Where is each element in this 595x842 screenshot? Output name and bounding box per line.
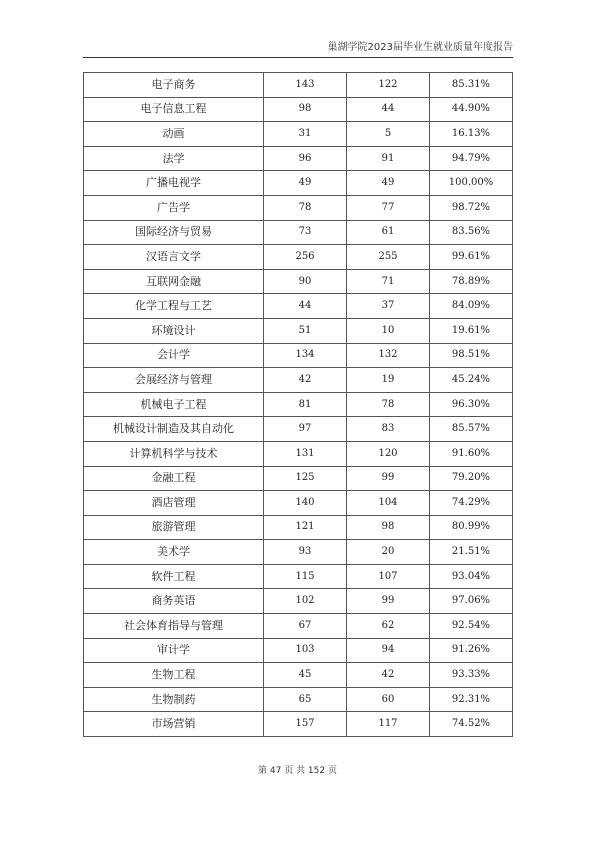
employment-rate-cell: 98.72% — [430, 195, 513, 220]
major-name-cell: 社会体育指导与管理 — [84, 614, 264, 639]
table-row — [84, 269, 513, 294]
major-name-cell: 广播电视学 — [84, 171, 264, 196]
major-name-cell: 广告学 — [84, 195, 264, 220]
table-row — [84, 515, 513, 540]
employment-rate-cell: 19.61% — [430, 318, 513, 343]
major-name-cell: 审计学 — [84, 638, 264, 663]
employed-count-cell: 44 — [347, 97, 430, 122]
table-row — [84, 491, 513, 516]
graduates-count-cell: 97 — [264, 417, 347, 442]
table-row — [84, 245, 513, 270]
major-name-cell: 法学 — [84, 146, 264, 171]
employed-count-cell: 120 — [347, 441, 430, 466]
page-number: 第 47 页 共 152 页 — [258, 766, 337, 776]
employed-count-cell: 99 — [347, 466, 430, 491]
table-row — [84, 687, 513, 712]
major-name-cell: 化学工程与工艺 — [84, 294, 264, 319]
employed-count-cell: 37 — [347, 294, 430, 319]
major-name-cell: 电子商务 — [84, 73, 264, 98]
employment-rate-table — [83, 72, 513, 737]
major-name-cell: 软件工程 — [84, 564, 264, 589]
table-row — [84, 638, 513, 663]
graduates-count-cell: 143 — [264, 73, 347, 98]
employment-rate-cell: 99.61% — [430, 245, 513, 270]
graduates-count-cell: 42 — [264, 368, 347, 393]
graduates-count-cell: 65 — [264, 687, 347, 712]
employed-count-cell: 94 — [347, 638, 430, 663]
table-row — [84, 146, 513, 171]
employed-count-cell: 99 — [347, 589, 430, 614]
employed-count-cell: 78 — [347, 392, 430, 417]
table-row — [84, 220, 513, 245]
table-row — [84, 392, 513, 417]
graduates-count-cell: 125 — [264, 466, 347, 491]
employed-count-cell: 98 — [347, 515, 430, 540]
employed-count-cell: 49 — [347, 171, 430, 196]
table-row — [84, 417, 513, 442]
employed-count-cell: 42 — [347, 663, 430, 688]
graduates-count-cell: 90 — [264, 269, 347, 294]
employment-rate-cell: 74.52% — [430, 712, 513, 737]
employed-count-cell: 122 — [347, 73, 430, 98]
employment-rate-cell: 91.60% — [430, 441, 513, 466]
employed-count-cell: 117 — [347, 712, 430, 737]
major-name-cell: 酒店管理 — [84, 491, 264, 516]
employment-rate-cell: 92.31% — [430, 687, 513, 712]
employed-count-cell: 77 — [347, 195, 430, 220]
employment-rate-cell: 16.13% — [430, 122, 513, 147]
graduates-count-cell: 44 — [264, 294, 347, 319]
table-row — [84, 712, 513, 737]
major-name-cell: 会计学 — [84, 343, 264, 368]
graduates-count-cell: 73 — [264, 220, 347, 245]
employed-count-cell: 19 — [347, 368, 430, 393]
employed-count-cell: 91 — [347, 146, 430, 171]
employed-count-cell: 71 — [347, 269, 430, 294]
table-row — [84, 663, 513, 688]
employment-rate-cell: 45.24% — [430, 368, 513, 393]
major-name-cell: 电子信息工程 — [84, 97, 264, 122]
graduates-count-cell: 45 — [264, 663, 347, 688]
major-name-cell: 市场营销 — [84, 712, 264, 737]
graduates-count-cell: 103 — [264, 638, 347, 663]
graduates-count-cell: 67 — [264, 614, 347, 639]
employment-rate-cell: 84.09% — [430, 294, 513, 319]
employed-count-cell: 107 — [347, 564, 430, 589]
graduates-count-cell: 93 — [264, 540, 347, 565]
table-row — [84, 589, 513, 614]
employment-rate-cell: 94.79% — [430, 146, 513, 171]
employment-rate-cell: 85.31% — [430, 73, 513, 98]
employment-rate-cell: 97.06% — [430, 589, 513, 614]
graduates-count-cell: 81 — [264, 392, 347, 417]
employed-count-cell: 20 — [347, 540, 430, 565]
major-name-cell: 生物制药 — [84, 687, 264, 712]
table-row — [84, 466, 513, 491]
major-name-cell: 美术学 — [84, 540, 264, 565]
table-row — [84, 614, 513, 639]
employment-rate-cell: 96.30% — [430, 392, 513, 417]
major-name-cell: 旅游管理 — [84, 515, 264, 540]
graduates-count-cell: 121 — [264, 515, 347, 540]
employed-count-cell: 61 — [347, 220, 430, 245]
employed-count-cell: 60 — [347, 687, 430, 712]
graduates-count-cell: 131 — [264, 441, 347, 466]
employed-count-cell: 10 — [347, 318, 430, 343]
table-row — [84, 122, 513, 147]
graduates-count-cell: 102 — [264, 589, 347, 614]
employment-rate-cell: 93.04% — [430, 564, 513, 589]
employed-count-cell: 132 — [347, 343, 430, 368]
employment-rate-cell: 79.20% — [430, 466, 513, 491]
table-row — [84, 73, 513, 98]
employment-rate-cell: 74.29% — [430, 491, 513, 516]
employment-rate-cell: 91.26% — [430, 638, 513, 663]
report-title: 巢湖学院2023届毕业生就业质量年度报告 — [327, 42, 513, 53]
employment-rate-cell: 21.51% — [430, 540, 513, 565]
major-name-cell: 会展经济与管理 — [84, 368, 264, 393]
graduates-count-cell: 51 — [264, 318, 347, 343]
graduates-count-cell: 115 — [264, 564, 347, 589]
graduates-count-cell: 157 — [264, 712, 347, 737]
graduates-count-cell: 140 — [264, 491, 347, 516]
table-row — [84, 294, 513, 319]
employment-rate-cell: 80.99% — [430, 515, 513, 540]
employment-rate-cell: 85.57% — [430, 417, 513, 442]
employed-count-cell: 255 — [347, 245, 430, 270]
employment-rate-cell: 44.90% — [430, 97, 513, 122]
table-row — [84, 97, 513, 122]
employment-rate-cell: 92.54% — [430, 614, 513, 639]
table-row — [84, 540, 513, 565]
page-footer — [0, 763, 595, 776]
major-name-cell: 动画 — [84, 122, 264, 147]
employment-rate-cell: 93.33% — [430, 663, 513, 688]
major-name-cell: 环境设计 — [84, 318, 264, 343]
employment-rate-cell: 98.51% — [430, 343, 513, 368]
graduates-count-cell: 78 — [264, 195, 347, 220]
major-name-cell: 生物工程 — [84, 663, 264, 688]
employed-count-cell: 83 — [347, 417, 430, 442]
employed-count-cell: 62 — [347, 614, 430, 639]
employment-rate-cell: 100.00% — [430, 171, 513, 196]
major-name-cell: 互联网金融 — [84, 269, 264, 294]
table-row — [84, 343, 513, 368]
page-header — [83, 40, 513, 58]
table-row — [84, 318, 513, 343]
graduates-count-cell: 134 — [264, 343, 347, 368]
table-row — [84, 564, 513, 589]
employment-rate-cell: 83.56% — [430, 220, 513, 245]
graduates-count-cell: 49 — [264, 171, 347, 196]
table-row — [84, 195, 513, 220]
graduates-count-cell: 96 — [264, 146, 347, 171]
major-name-cell: 计算机科学与技术 — [84, 441, 264, 466]
major-name-cell: 国际经济与贸易 — [84, 220, 264, 245]
employed-count-cell: 5 — [347, 122, 430, 147]
major-name-cell: 机械设计制造及其自动化 — [84, 417, 264, 442]
graduates-count-cell: 31 — [264, 122, 347, 147]
major-name-cell: 金融工程 — [84, 466, 264, 491]
table-body — [84, 73, 513, 737]
employed-count-cell: 104 — [347, 491, 430, 516]
major-name-cell: 汉语言文学 — [84, 245, 264, 270]
employment-rate-cell: 78.89% — [430, 269, 513, 294]
major-name-cell: 机械电子工程 — [84, 392, 264, 417]
major-name-cell: 商务英语 — [84, 589, 264, 614]
table-row — [84, 368, 513, 393]
table-row — [84, 441, 513, 466]
table-row — [84, 171, 513, 196]
graduates-count-cell: 98 — [264, 97, 347, 122]
graduates-count-cell: 256 — [264, 245, 347, 270]
